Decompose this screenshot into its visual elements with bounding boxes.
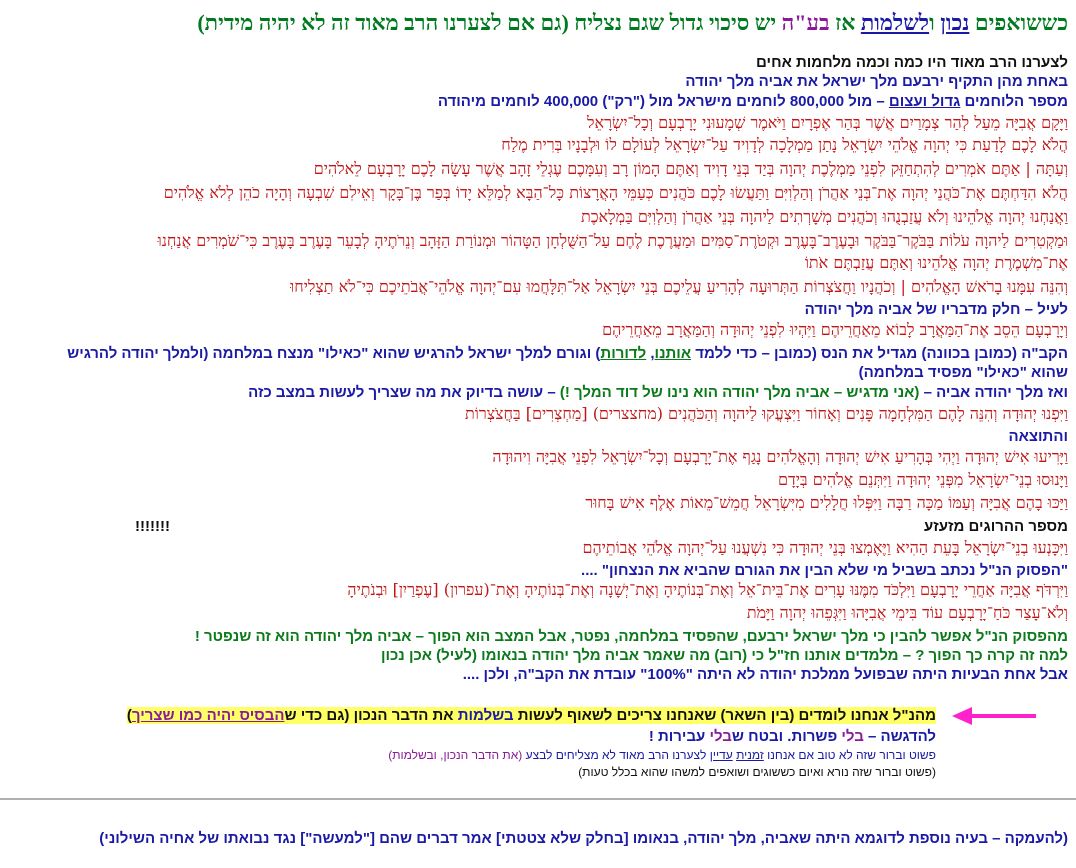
left-arrow-icon bbox=[950, 705, 1040, 727]
title-part: ו bbox=[929, 10, 941, 35]
emphasis-text: (אני מדגיש – אביה מלך יהודה הוא נינו של דוד המלך !) bbox=[559, 384, 920, 401]
title-part: כששואפים bbox=[969, 10, 1068, 35]
verse-line: וְיָרָבְעָם הֵסֵב אֶת־הַמַּאֲרָב לָבוֹא מֵאַחֲרֵיהֶם וַיִּהְיוּ לִפְנֵי יְהוּדָה וְהַמַּאֲרָב מֵאַחֲרֵיהֶם bbox=[602, 320, 1068, 339]
verse-line: וְלֹא־עָצַר כֹּחַ־יָרָבְעָם עוֹד בִּימֵי אֲבִיָּהוּ וַיִּגְּפֵהוּ יְהוָה וַיָּמֹת bbox=[746, 603, 1068, 622]
underlined-text: עדיין bbox=[709, 748, 733, 762]
underlined-text: גדול ועצום bbox=[888, 93, 961, 110]
verse-line: הֲלֹא לָכֶם לָדַעַת כִּי יְהוָה אֱלֹהֵי יִשְׂרָאֵל נָתַן מַמְלָכָה לְדָוִיד עַל־יִשְׂרָאֵל לְעוֹלָם לוֹ וּלְבָנָיו בְּרִית מֶלַח bbox=[501, 135, 1068, 154]
text-line bbox=[8, 728, 936, 745]
text-line: מהפסוק הנ"ל אפשר להבין כי מלך ישראל ירבעם, שהפסיד במלחמה, נפטר, אבל המצב הוא הפוך – אביה מלך יהודה הוא זה שנפטר ! bbox=[194, 628, 1068, 645]
verse-line: וַיָּרִיעוּ אִישׁ יְהוּדָה וַיְהִי בְּהָרִיעַ אִישׁ יְהוּדָה וְהָאֱלֹהִים נָגַף אֶת־יָרָבְעָם וְכָל־יִשְׂרָאֵל לִפְנֵי אֲבִיָּה וִיהוּדָה bbox=[492, 447, 1068, 466]
text-part: הקב"ה (כמובן בכוונה) מגדיל את הנס (כמובן – כדי ללמד bbox=[691, 345, 1068, 362]
exclamation-text: !!!!!!! bbox=[135, 518, 170, 535]
verse-line: וְעַתָּה | אַתֶּם אֹמְרִים לְהִתְחַזֵּק לִפְנֵי מַמְלֶכֶת יְהוָה בְּיַד בְּנֵי דָוִיד וְאַתֶּם הָמוֹן רָב וְעִמָּכֶם עֶגְלֵי זָהָב אֲשֶׁר עָשָׂה לָכֶם יָרָבְעָם לֵאלֹהִים bbox=[313, 159, 1068, 178]
text-part: , bbox=[646, 345, 655, 362]
title-peace-link: לשלמות bbox=[860, 10, 930, 35]
title-correct-link: נכון bbox=[940, 10, 970, 35]
verse-line: וַיָּנוּסוּ בְנֵי־יִשְׂרָאֵל מִפְּנֵי יְהוּדָה וַיִּתְּנֵם אֱלֹהִים בְּיָדָם bbox=[778, 470, 1068, 489]
text-line: לצערנו הרב מאוד היו כמה וכמה מלחמות אחים bbox=[756, 54, 1068, 71]
title-bh: בע"ה bbox=[781, 10, 830, 35]
verse-line: וּמַקְטִרִים לַיהוָה עֹלוֹת בַּבֹּקֶר־בַּבֹּקֶר וּבָעֶרֶב־בָּעֶרֶב וּקְטֹרֶת־סַמִּים וּמַעֲרֶכֶת לֶחֶם עַל־הַשֻּׁלְחָן הַטָּהוֹר וּמְנוֹרַת הַזָּהָב וְנֵרֹתֶיהָ לְבָעֵר בָּעֶרֶב בָּעֶרֶב כִּי־שֹׁמְרִים אֲנַחְנוּ bbox=[157, 231, 1068, 250]
text-part: לצערנו הרב מאוד לא מצליחים לבצע bbox=[522, 748, 710, 762]
text-part: פשוט וברור שזה לא טוב אם אנחנו bbox=[763, 748, 936, 762]
text-line: מספר ההרוגים מזעזע bbox=[923, 518, 1068, 535]
verse-line: הֲלֹא הִדַּחְתֶּם אֶת־כֹּהֲנֵי יְהוָה אֶת־בְּנֵי אַהֲרֹן וְהַלְוִיִּם וַתַּעֲשׂוּ לָכֶם כֹּהֲנִים כְּעַמֵּי הָאֲרָצוֹת כָּל־הַבָּא לְמַלֵּא יָדוֹ בְּפַר בֶּן־בָּקָר וְאֵילִם שִׁבְעָה וְהָיָה כֹהֵן לְלֹא אֱלֹהִים bbox=[163, 183, 1068, 202]
underlined-text: אותנו bbox=[654, 345, 692, 362]
verse-line: וְהִנֵּה עִמָּנוּ בָרֹאשׁ הָאֱלֹהִים | וְכֹהֲנָיו וַחֲצֹצְרוֹת הַתְּרוּעָה לְהָרִיעַ עֲלֵיכֶם בְּנֵי יִשְׂרָאֵל אַל־תִּלָּחֲמוּ עִם־יְהוָה אֱלֹהֵי־אֲבֹתֵיכֶם כִּי־לֹא תַצְלִיחוּ bbox=[290, 277, 1068, 296]
text-line bbox=[8, 93, 1068, 110]
text-part: ) וגורם למלך ישראל להרגיש שהוא "כאילו" מנצח במלחמה (ולמלך יהודה להרגיש bbox=[67, 345, 601, 362]
text-part: את הדבר הנכון (גם כדי ש bbox=[284, 707, 458, 724]
emphasis-text: (את הדבר הנכון, ובשלמות) bbox=[388, 748, 523, 762]
text-part: פשרות. ובטח ש bbox=[731, 728, 842, 745]
text-line bbox=[8, 384, 1068, 401]
verse-line: וַיִּרְדֹּף אֲבִיָּה אַחֲרֵי יָרָבְעָם וַיִּלְכֹּד מִמֶּנּוּ עָרִים אֶת־בֵּית־אֵל וְאֶת־בְּנוֹתֶיהָ וְאֶת־יְשָׁנָה וְאֶת־בְּנוֹתֶיהָ וְאֶת־(עפרון) [עֶפְרַיִן] וּבְנֹתֶיהָ bbox=[347, 580, 1068, 599]
text-line: למה זה קרה כך הפוך ? – מלמדים אותנו חז"ל כי (רוב) מה שאמר אביה מלך יהודה בנאומו (לעיל) אכן נכון bbox=[380, 647, 1068, 664]
verse-line: אֶת־מִשְׁמֶרֶת יְהוָה אֱלֹהֵינוּ וְאַתֶּם עֲזַבְתֶּם אֹתוֹ bbox=[804, 253, 1068, 272]
text-part: ואז מלך יהודה אביה – bbox=[919, 384, 1068, 401]
text-line: לעיל – חלק מדבריו של אביה מלך יהודה bbox=[804, 301, 1068, 318]
text-part: עבירות ! bbox=[648, 728, 710, 745]
emphasis-text: בשלמות bbox=[457, 707, 514, 724]
text-line bbox=[8, 345, 1068, 362]
title-part: אז bbox=[829, 10, 861, 35]
text-part: להדגשה – bbox=[863, 728, 936, 745]
highlighted-line bbox=[90, 707, 936, 724]
text-part: – עושה בדיוק את מה שצריך לעשות במצב כזה bbox=[248, 384, 560, 401]
text-line: אבל אחת הבעיות היתה שבפועל ממלכת יהודה לא היתה "100%" עובדת את הקב"ה, ולכן .... bbox=[462, 666, 1068, 683]
emphasis-text: בלי bbox=[709, 728, 732, 745]
verse-line: וַיַּכּוּ בָהֶם אֲבִיָּה וְעַמּוֹ מַכָּה רַבָּה וַיִּפְּלוּ חֲלָלִים מִיִּשְׂרָאֵל חֲמֵשׁ־מֵאוֹת אֶלֶף אִישׁ בָּחוּר bbox=[585, 493, 1068, 512]
text-line: שהוא "כאילו" מפסיד במלחמה) bbox=[858, 364, 1068, 381]
verse-line: וַיָּקָם אֲבִיָּה מֵעַל לְהַר צְמָרַיִם אֲשֶׁר בְּהַר אֶפְרָיִם וַיֹּאמֶר שְׁמָעוּנִי יָרָבְעָם וְכָל־יִשְׂרָאֵל bbox=[587, 113, 1068, 132]
text-part: מהנ"ל אנחנו לומדים (בין השאר) שאנחנו צריכים לשאוף לעשות bbox=[513, 707, 936, 724]
page-title bbox=[8, 10, 1068, 36]
emphasis-text: בלי bbox=[841, 728, 864, 745]
text-line: "הפסוק הנ"ל נכתב בשביל מי שלא הבין את הגורם שהביא את הנצחון" .... bbox=[581, 562, 1068, 579]
verse-line: וַאֲנַחְנוּ יְהוָה אֱלֹהֵינוּ וְלֹא עֲזַבְנֻהוּ וְכֹהֲנִים מְשָׁרְתִים לַיהוָה בְּנֵי אַהֲרֹן וְהַלְוִיִּם בַּמְלָאכֶת bbox=[580, 207, 1068, 226]
underlined-text: הבסיס יהיה כמו שצריך bbox=[131, 707, 285, 724]
text-part: ) bbox=[126, 707, 132, 724]
text-part: – מול 800,000 לוחמים מישראל מול ("רק") 400,000 לוחמים מיהודה bbox=[437, 93, 889, 110]
text-line: באחת מהן התקיף ירבעם מלך ישראל את אביה מלך יהודה bbox=[685, 73, 1068, 90]
underlined-text: זמנית bbox=[736, 748, 764, 762]
text-part: מספר הלוחמים bbox=[960, 93, 1068, 110]
highlighted-text bbox=[127, 707, 936, 724]
verse-line: וַיִּפְנוּ יְהוּדָה וְהִנֵּה לָהֶם הַמִּלְחָמָה פָּנִים וְאָחוֹר וַיִּצְעֲקוּ לַיהוָה וְהַכֹּהֲנִים (מחצצרים) [מַחְצְרִים] בַּחֲצֹצְרוֹת bbox=[465, 404, 1068, 423]
title-part: יש סיכוי גדול שגם נצליח (גם אם לצערנו הרב מאוד זה לא יהיה מידית) bbox=[197, 10, 782, 35]
text-line: (להעמקה – בעיה נוספת לדוגמא היתה שאביה, מלך יהודה, בנאומו [בחלק שלא צטטתי] אמר דברים שהם ["למעשה"] נגד נבואתו של אחיה השילוני) bbox=[99, 830, 1068, 847]
verse-line: וַיִּכָּנְעוּ בְנֵי־יִשְׂרָאֵל בָּעֵת הַהִיא וַיֶּאֶמְצוּ בְּנֵי יְהוּדָה כִּי נִשְׁעֲנוּ עַל־יְהוָה אֱלֹהֵי אֲבוֹתֵיהֶם bbox=[582, 538, 1068, 557]
note-line bbox=[8, 748, 936, 762]
note-line: (פשוט וברור שזה נורא ואיום כששוגים ושואפים למשהו שהוא בכלל טעות) bbox=[578, 765, 936, 779]
underlined-text: לדורות bbox=[600, 345, 647, 362]
divider bbox=[0, 798, 1076, 800]
text-line: והתוצאה bbox=[1008, 428, 1068, 445]
